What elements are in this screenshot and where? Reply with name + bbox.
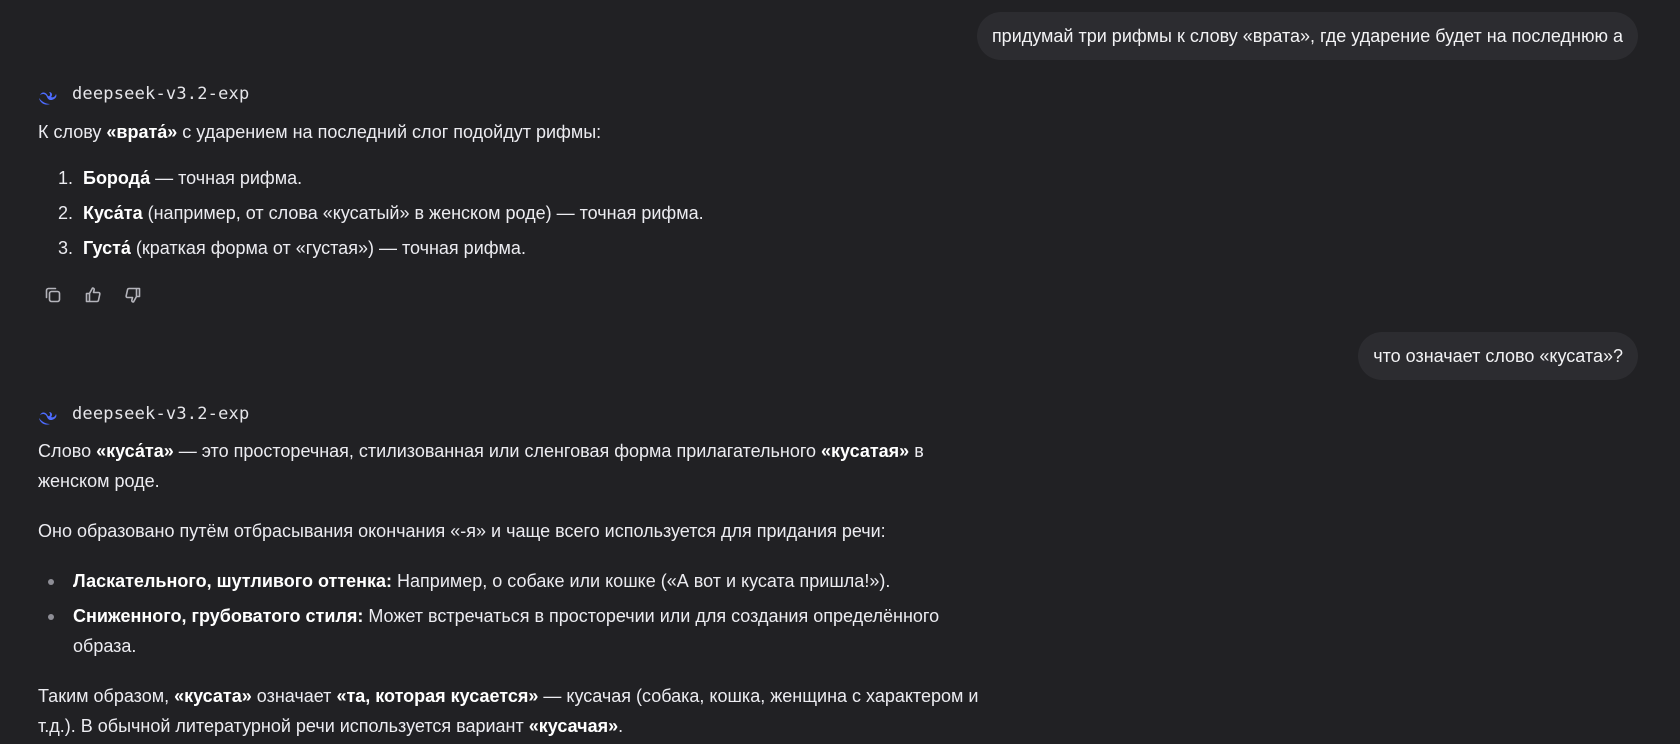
copy-icon	[43, 285, 63, 305]
copy-button[interactable]	[42, 284, 64, 306]
list-item: 2. Куса́та (например, от слова «кусатый» в женском роде) — точная рифма.	[57, 203, 704, 223]
rhyme-list	[38, 161, 998, 266]
thumbs-up-icon	[83, 285, 103, 305]
answer-paragraph-2: Оно образовано путём отбрасывания окончания «-я» и чаще всего используется для придания речи:	[38, 521, 886, 541]
list-item: Сниженного, грубоватого стиля: Может встречаться в просторечии или для создания определённого образа.	[38, 601, 998, 661]
list-item: 1. Борода́ — точная рифма.	[57, 168, 303, 188]
like-button[interactable]	[82, 284, 104, 306]
list-item: Ласкательного, шутливого оттенка: Например, о собаке или кошке («А вот и кусата пришла!»).	[38, 566, 998, 596]
list-item: 3. Густа́ (краткая форма от «густая») — точная рифма.	[57, 238, 526, 258]
dislike-button[interactable]	[122, 284, 144, 306]
usage-list	[38, 566, 998, 661]
whale-logo-icon	[38, 406, 58, 422]
message-actions	[42, 284, 144, 306]
user-message-1	[977, 12, 1638, 60]
answer-intro: К слову «врата́» с ударением на последний слог подойдут рифмы:	[38, 122, 602, 142]
answer-paragraph-3: Таким образом, «кусата» означает «та, которая кусается» — кусачая (собака, кошка, женщина с характером и т.д.). В обычной литературной речи используется вариант «кусачая».	[38, 686, 979, 736]
model-header	[38, 80, 249, 108]
user-message-text: придумай три рифмы к слову «врата», где ударение будет на последнюю а	[991, 26, 1623, 46]
assistant-message-1	[38, 117, 998, 266]
model-name: deepseek-v3.2-exp	[72, 84, 250, 104]
user-message-text: что означает слово «кусата»?	[1373, 346, 1623, 366]
user-message-2	[1358, 332, 1638, 380]
whale-logo-icon	[38, 86, 58, 102]
answer-paragraph-1: Слово «куса́та» — это просторечная, стилизованная или сленговая форма прилагательного «кусатая» в женском роде.	[38, 441, 924, 491]
thumbs-down-icon	[123, 285, 143, 305]
model-name: deepseek-v3.2-exp	[72, 404, 250, 424]
assistant-message-2	[38, 436, 998, 741]
model-header	[38, 400, 249, 428]
